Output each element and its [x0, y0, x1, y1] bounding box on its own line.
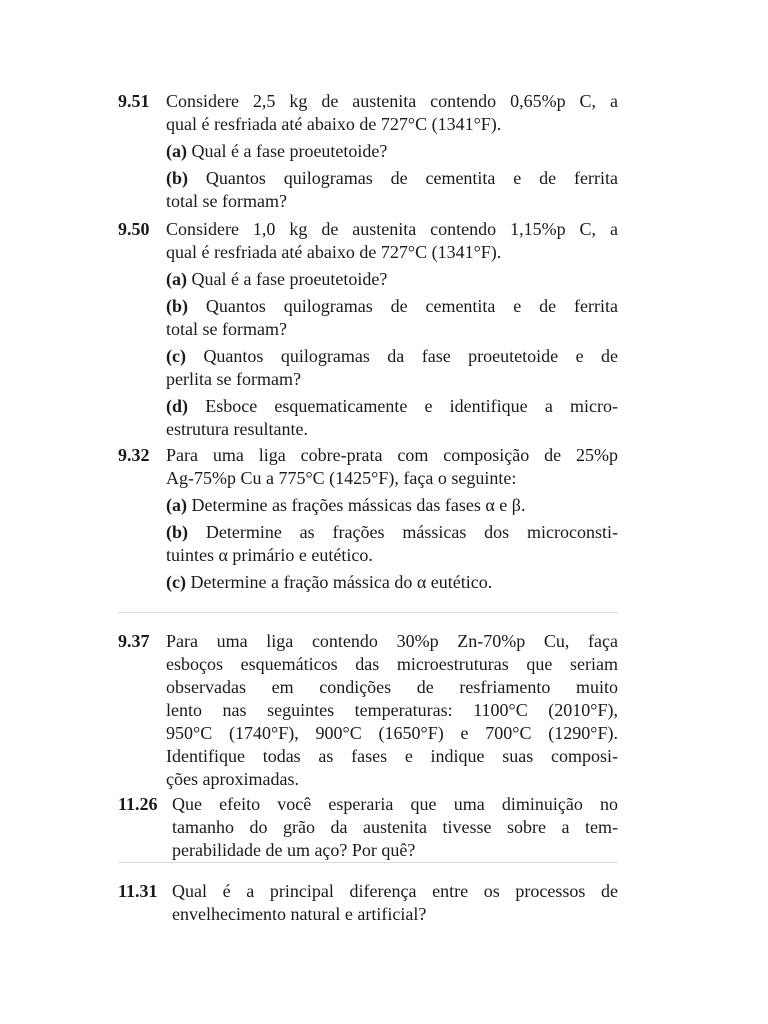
problem-text-line: Para uma liga cobre-prata com composição de 25%p: [166, 445, 618, 465]
problem-body: [166, 218, 618, 441]
problem-item-b: [166, 295, 618, 341]
problem-text-line: 950°C (1740°F), 900°C (1650°F) e 700°C (1290°F).: [166, 723, 618, 743]
problem-item-a: [166, 268, 618, 291]
problem-body: [166, 444, 618, 594]
problem-text-line: observadas em condições de resfriamento muito: [166, 677, 618, 697]
problem-number: 9.32: [118, 445, 150, 465]
item-label: (a): [166, 269, 187, 289]
item-label: (c): [166, 572, 186, 592]
item-text-line: tuintes α primário e eutético.: [166, 545, 373, 565]
problem-text-line: envelhecimento natural e artificial?: [172, 904, 427, 924]
item-label: (d): [166, 396, 188, 416]
problem-text-line: Identifique todas as fases e indique suas composi-: [166, 746, 618, 766]
item-text-line: Determine as frações mássicas das fases α e β.: [191, 495, 526, 515]
item-label: (a): [166, 141, 187, 161]
problem-item-b: [166, 521, 618, 567]
scan-divider-line: [118, 612, 618, 613]
item-text-line: Quantos quilogramas da fase proeutetoide e de: [203, 346, 619, 366]
item-text-line: Quantos quilogramas de cementita e de ferrita: [205, 296, 618, 316]
item-label: (b): [166, 168, 188, 188]
item-text-line: Esboce esquematicamente e identifique a micro-: [205, 396, 619, 416]
problem-text-line: Ag-75%p Cu a 775°C (1425°F), faça o seguinte:: [166, 468, 517, 488]
problem-body: [166, 90, 618, 213]
item-label: (b): [166, 296, 188, 316]
problem-number: 11.26: [118, 794, 158, 814]
problem-text-line: Considere 2,5 kg de austenita contendo 0,65%p C, a: [166, 91, 618, 111]
problem-body: [166, 630, 618, 791]
problem-9-50: [118, 218, 618, 441]
problem-number: 9.50: [118, 219, 150, 239]
item-label: (c): [166, 346, 186, 366]
problem-11-26: [118, 793, 618, 862]
item-text-line: perlita se formam?: [166, 369, 301, 389]
item-text-line: total se formam?: [166, 319, 287, 339]
problem-11-31: [118, 880, 618, 926]
problem-number: 9.37: [118, 631, 150, 651]
problem-text-line: Para uma liga contendo 30%p Zn-70%p Cu, faça: [166, 631, 618, 651]
problem-text-line: Considere 1,0 kg de austenita contendo 1,15%p C, a: [166, 219, 618, 239]
item-text-line: Qual é a fase proeutetoide?: [191, 141, 388, 161]
problem-number: 11.31: [118, 881, 158, 901]
problem-text-line: Que efeito você esperaria que uma diminuição no: [172, 794, 618, 814]
item-text-line: Determine as frações mássicas dos microconsti-: [205, 522, 619, 542]
problem-9-51: [118, 90, 618, 213]
problem-9-32: [118, 444, 618, 594]
problem-body: [172, 793, 618, 862]
problem-text-line: Qual é a principal diferença entre os processos de: [172, 881, 618, 901]
problem-text-line: esboços esquemáticos das microestruturas que seriam: [166, 654, 618, 674]
item-text-line: Determine a fração mássica do α eutético.: [190, 572, 493, 592]
problem-item-c: [166, 345, 618, 391]
problem-text-line: qual é resfriada até abaixo de 727°C (1341°F).: [166, 114, 502, 134]
item-label: (b): [166, 522, 188, 542]
item-text-line: total se formam?: [166, 191, 287, 211]
problem-item-b: [166, 167, 618, 213]
problem-item-a: [166, 140, 618, 163]
item-text-line: estrutura resultante.: [166, 419, 308, 439]
problem-text-line: tamanho do grão da austenita tivesse sobre a tem-: [172, 817, 618, 837]
item-label: (a): [166, 495, 187, 515]
problem-number: 9.51: [118, 91, 150, 111]
problem-text-line: ções aproximadas.: [166, 769, 299, 789]
problem-body: [172, 880, 618, 926]
item-text-line: Qual é a fase proeutetoide?: [191, 269, 388, 289]
problem-9-37: [118, 630, 618, 791]
item-text-line: Quantos quilogramas de cementita e de ferrita: [205, 168, 618, 188]
problem-text-line: perabilidade de um aço? Por quê?: [172, 840, 416, 860]
problem-item-d: [166, 395, 618, 441]
problem-text-line: qual é resfriada até abaixo de 727°C (1341°F).: [166, 242, 502, 262]
scan-divider-line: [118, 862, 618, 863]
problem-text-line: lento nas seguintes temperaturas: 1100°C (2010°F),: [166, 700, 618, 720]
problem-item-c: [166, 571, 618, 594]
problem-item-a: [166, 494, 618, 517]
